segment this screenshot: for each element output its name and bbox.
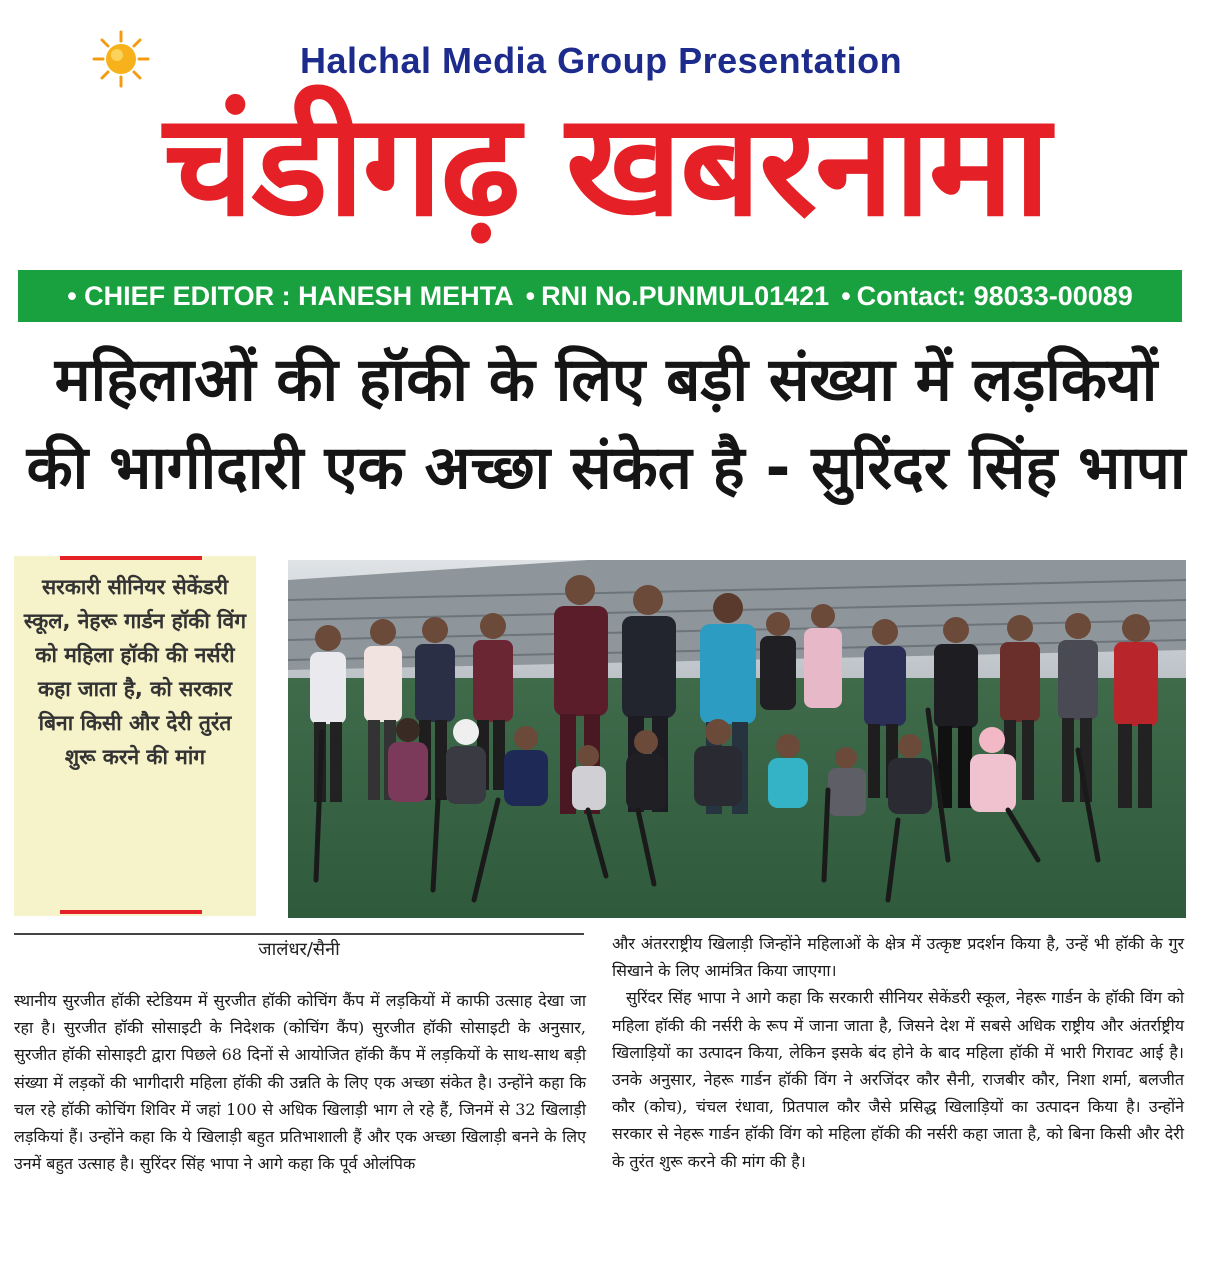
rni-number: RNI No.PUNMUL01421 [541, 280, 830, 311]
dateline: जालंधर/सैनी [14, 933, 584, 967]
divider [60, 556, 202, 560]
article-column-2 [612, 930, 1184, 1175]
bullet: • [525, 280, 536, 311]
headline-line-1: महिलाओं की हॉकी के लिए बड़ी संख्या में लड़कियों [54, 345, 1158, 415]
highlight-text: सरकारी सीनियर सेकेंडरी स्कूल, नेहरू गार्डन हॉकी विंग को महिला हॉकी की नर्सरी कहा जाता है, को सरकार बिना किसी और देरी तुरंत शुरू करने की मांग [23, 575, 247, 769]
team-photo [288, 560, 1186, 918]
editor-info-bar [18, 270, 1182, 322]
paragraph: और अंतरराष्ट्रीय खिलाड़ी जिन्होंने महिलाओं के क्षेत्र में उत्कृष्ट प्रदर्शन किया है, उन्हें भी हॉकी के गुर सिखाने के लिए आमंत्रित किया जाएगा। [612, 934, 1184, 981]
chief-editor: CHIEF EDITOR : HANESH MEHTA [84, 280, 514, 311]
bullet: • [841, 280, 851, 311]
contact-number: Contact: 98033-00089 [856, 280, 1133, 311]
article-column-1 [14, 987, 586, 1177]
divider [60, 910, 202, 914]
headline-line-2: की भागीदारी एक अच्छा संकेत है - सुरिंदर सिंह भापा [26, 433, 1186, 503]
paragraph: स्थानीय सुरजीत हॉकी स्टेडियम में सुरजीत हॉकी कोचिंग कैंप में लड़कियों में काफी उत्साह देखा जा रहा है। सुरजीत हॉकी सोसाइटी के निदेशक (कोचिंग कैंप) सुरजीत हॉकी सोसाइटी के अनुसार, सुरजीत हॉकी सोसाइटी द्वारा पिछले 68 दिनों से आयोजित हॉकी कैंप में लड़कियों के साथ-साथ बड़ी संख्या में लड़कों की भागीदारी महिला हॉकी की उन्नति के लिए एक अच्छा संकेत है। उन्होंने कहा कि चल रहे हॉकी कोचिंग शिविर में जहां 100 से अधिक खिलाड़ी भाग ले रहे हैं, जिनमें से 32 खिलाड़ी लड़कियां हैं। उन्होंने कहा कि ये खिलाड़ी बहुत प्रतिभाशाली हैं और एक अच्छा खिलाड़ी बनने के लिए उनमें बहुत उत्साह है। सुरिंदर सिंह भापा ने आगे कहा कि पूर्व ओलंपिक [14, 991, 586, 1174]
bullet: • [67, 280, 77, 311]
newspaper-title: चंडीगढ़ खबरनामा [163, 83, 1049, 248]
highlight-box [14, 556, 256, 916]
presentation-tagline: Halchal Media Group Presentation [300, 40, 903, 81]
paragraph: सुरिंदर सिंह भापा ने आगे कहा कि सरकारी सीनियर सेकेंडरी स्कूल, नेहरू गार्डन के हॉकी विंग को महिला हॉकी की नर्सरी के रूप में जाना जाता है, जिसने देश में सबसे अधिक राष्ट्रीय और अंतर्राष्ट्रीय खिलाड़ियों का उत्पादन किया, लेकिन इसके बंद होने के बाद महिला हॉकी में भारी गिरावट आई है। उनके अनुसार, नेहरू गार्डन हॉकी विंग ने अरजिंदर कौर सैनी, राजबीर कौर, निशा शर्मा, बलजीत कौर (कोच), चंचल रंधावा, प्रितपाल कौर जैसे प्रसिद्ध खिलाड़ियों का उत्पादन किया है। उन्होंने सरकार से नेहरू गार्डन हॉकी विंग को महिला हॉकी की नर्सरी कहा जाता है, को बिना किसी और देरी के तुरंत शुरू करने की मांग की है। [612, 988, 1184, 1171]
headline [18, 336, 1194, 512]
